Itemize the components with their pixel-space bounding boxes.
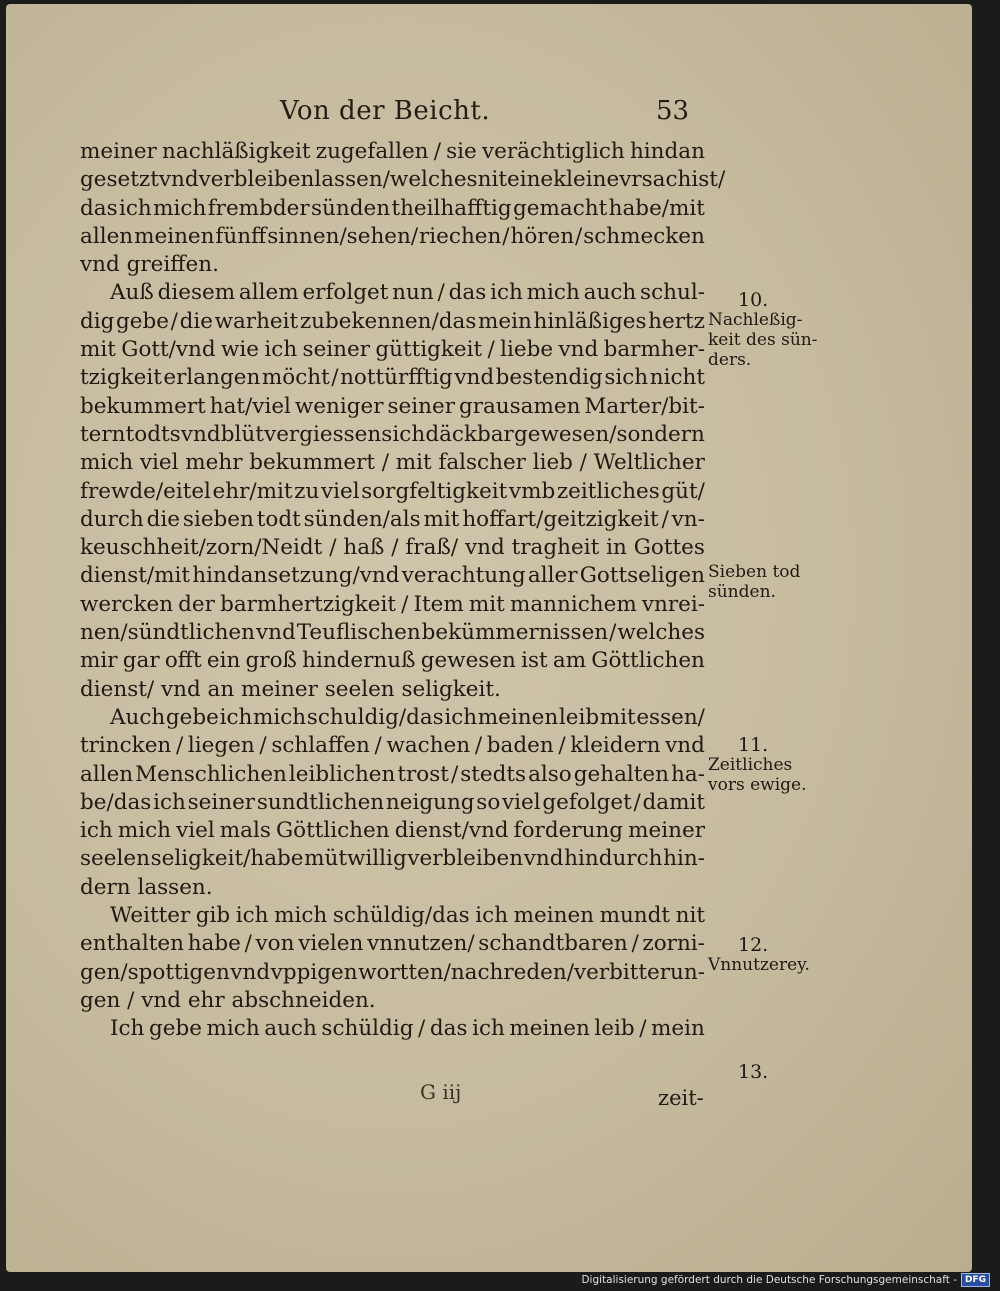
margin-note-sieben-todsuenden — [708, 562, 838, 602]
footer-credit — [581, 1271, 990, 1289]
text-line: dern lassen. — [80, 874, 213, 900]
text-line: Auch gebe ich mich schuldig/das ich meinen leib mit essen/ — [110, 704, 705, 730]
text-line: dig gebe / die warheit zubekennen/das mein hinläßiges hertz — [80, 308, 705, 334]
text-line: Weitter gib ich mich schüldig/das ich meinen mundt nit — [110, 903, 705, 929]
margin-note-number: 11. — [738, 734, 769, 756]
footer-credit-text: Digitalisierung gefördert durch die Deutsche Forschungsgemeinschaft - — [581, 1274, 957, 1286]
running-title: Von der Beicht. — [280, 96, 491, 126]
text-line: be/das ich seiner sundtlichen neigung so viel gefolget / damit — [80, 789, 705, 815]
text-line: mir gar offt ein groß hindernuß gewesen ist am Göttlichen — [80, 648, 705, 674]
text-line: mit Gott/vnd wie ich seiner güttigkeit / liebe vnd barmher- — [80, 337, 705, 363]
text-line: tzigkeit erlangen möcht / nottürfftig vnd bestendig sich nicht — [80, 365, 705, 391]
margin-note-label: Sieben tod sünden. — [708, 562, 801, 602]
signature-mark: G iij — [420, 1080, 462, 1104]
text-line: Auß diesem allem erfolget nun / das ich mich auch schul- — [110, 280, 705, 306]
margin-note-13 — [708, 1062, 838, 1082]
text-line: tern todts vnd blüt vergiessens ich däckbar gewesen/sondern — [80, 421, 705, 447]
text-line: enthalten habe / von vielen vnnutzen/ schandtbaren / zorni- — [80, 931, 705, 957]
text-line: Ich gebe mich auch schüldig / das ich meinen leib / mein — [110, 1016, 705, 1042]
text-line: das ich mich frembder sünden theilhafftig gemacht habe/mit — [80, 195, 705, 221]
text-line: mich viel mehr bekummert / mit falscher lieb / Weltlicher — [80, 450, 705, 476]
text-line: frewde/eitel ehr/mit zu viel sorgfeltigkeit vmb zeitliches güt/ — [80, 478, 705, 504]
body-text — [80, 138, 726, 1044]
text-line: allen Menschlichen leiblichen trost / stedts also gehalten ha- — [80, 761, 705, 787]
catchword: zeit- — [658, 1086, 704, 1110]
page-number: 53 — [656, 96, 690, 126]
text-line: wercken der barmhertzigkeit / Item mit mannichem vnrei- — [80, 591, 705, 617]
running-head — [0, 96, 1000, 136]
margin-note-number: 10. — [738, 289, 769, 311]
margin-note-label: Nachleßig- keit des sün- ders. — [708, 310, 818, 370]
text-line: gen/spottigen vnd vppigen wortten/nachreden/verbitterun- — [80, 959, 705, 985]
text-line: gen / vnd ehr abschneiden. — [80, 987, 376, 1013]
text-line: ich mich viel mals Göttlichen dienst/vnd forderung meiner — [80, 818, 705, 844]
text-line: dienst/mit hindansetzung/vnd verachtung aller Gottseligen — [80, 563, 705, 589]
text-line: durch die sieben todt sünden/als mit hoffart/geitzigkeit / vn- — [80, 506, 705, 532]
margin-note-number: 13. — [738, 1061, 769, 1083]
text-line: seelen seligkeit/habe mütwillig verbleiben vnd hindurch hin- — [80, 846, 705, 872]
margin-note-12 — [708, 935, 838, 975]
margin-note-number: 12. — [738, 934, 769, 956]
text-line: meiner nachläßigkeit zugefallen / sie verächtiglich hindan — [80, 139, 705, 164]
margin-note-label: Zeitliches vors ewige. — [708, 755, 807, 795]
dfg-logo: DFG — [961, 1273, 990, 1287]
text-line: nen/sündtlichen vnd Teuflischen bekümmernissen / welches — [80, 620, 705, 646]
text-line: trincken / liegen / schlaffen / wachen / baden / kleidern vnd — [80, 733, 705, 759]
margin-note-10 — [708, 290, 838, 370]
text-line: bekummert hat/viel weniger seiner grausamen Marter/bit- — [80, 393, 705, 419]
text-line: dienst/ vnd an meiner seelen seligkeit. — [80, 676, 501, 702]
text-line: vnd greiffen. — [80, 252, 219, 278]
text-line: keuschheit/zorn/Neidt / haß / fraß/ vnd tragheit in Gottes — [80, 535, 705, 561]
text-line: allen meinen fünff sinnen/sehen/ riechen / hören / schmecken — [80, 223, 705, 249]
margin-note-11 — [708, 735, 838, 795]
margin-note-label: Vnnutzerey. — [708, 955, 810, 975]
text-line: gesetzt vnd verbleiben lassen/welches nit eine kleine vrsach ist/ — [80, 167, 726, 193]
